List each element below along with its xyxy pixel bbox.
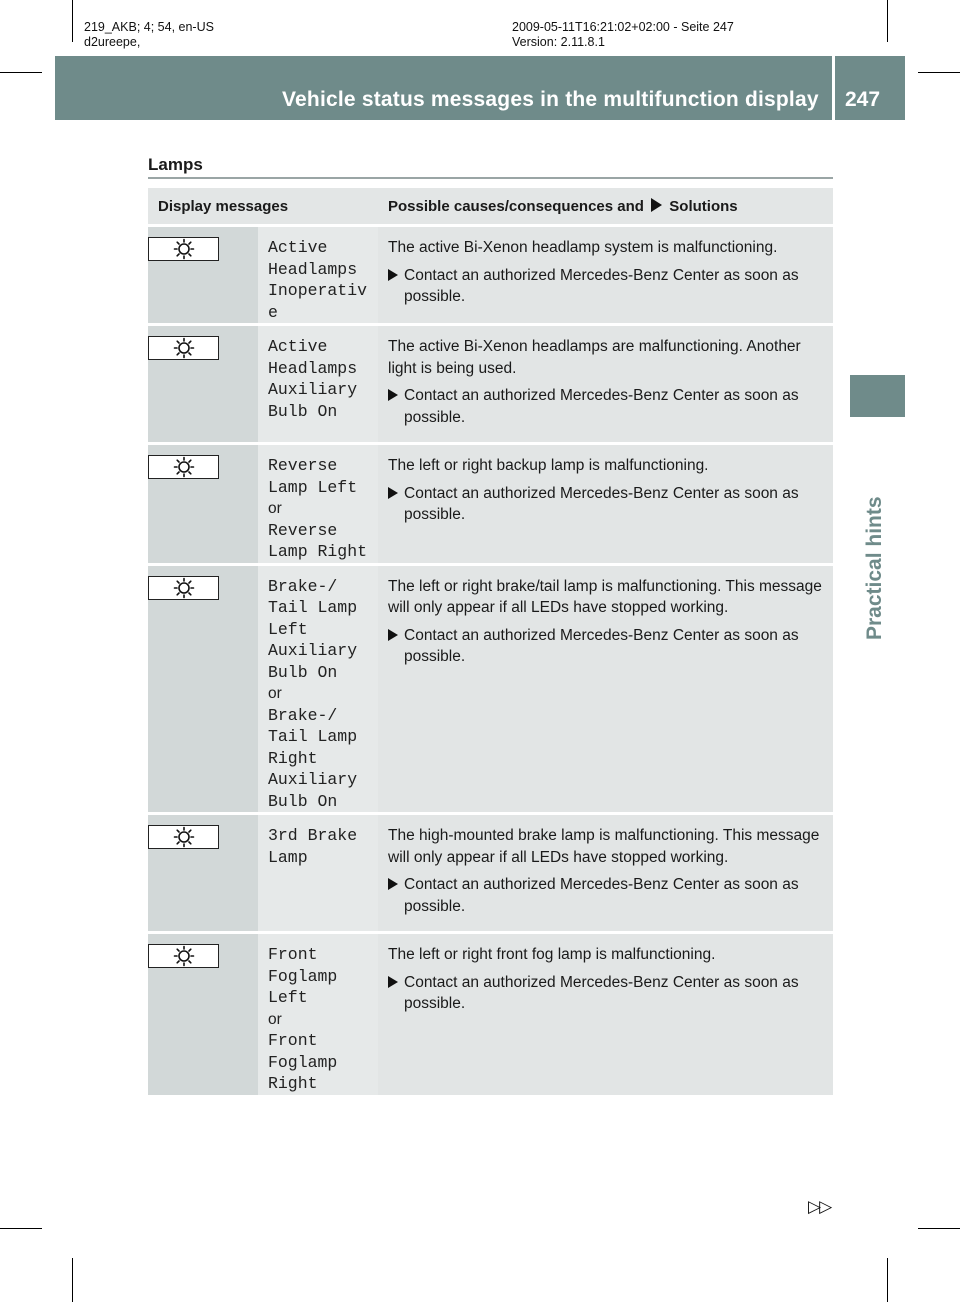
action-text: Contact an authorized Mercedes-Benz Center as soon as possible. xyxy=(404,484,799,523)
crop-mark xyxy=(887,0,888,42)
arrow-right-icon xyxy=(388,487,398,499)
display-message-line: Bulb On xyxy=(268,662,338,682)
display-message-line: Right xyxy=(268,748,318,768)
arrow-right-icon xyxy=(651,198,662,212)
message-separator: or xyxy=(268,1010,282,1028)
display-message-line: Bulb On xyxy=(268,401,338,421)
display-message-line: Left xyxy=(268,619,308,639)
display-message-line: Auxiliary xyxy=(268,641,358,660)
crop-mark xyxy=(72,0,73,42)
header-display-messages xyxy=(148,188,378,227)
display-message-line: Foglamp xyxy=(268,1052,338,1072)
table-row xyxy=(148,326,833,445)
display-message-line: Headlamps xyxy=(268,358,358,378)
header-label: Solutions xyxy=(669,197,738,215)
crop-mark xyxy=(918,72,960,73)
lamp-icon-svg xyxy=(173,456,195,478)
display-message-line: Foglamp xyxy=(268,966,338,986)
action-item xyxy=(388,625,823,668)
display-message-line: Front xyxy=(268,1031,318,1050)
display-message-line: Auxiliary xyxy=(268,380,358,399)
table-row xyxy=(148,445,833,566)
solution-cell xyxy=(378,815,833,934)
solution-cell xyxy=(378,445,833,566)
lamp-icon-svg xyxy=(173,945,195,967)
table-row xyxy=(148,934,833,1098)
header-divider xyxy=(832,56,835,120)
message-separator: or xyxy=(268,500,282,517)
action-item xyxy=(388,385,823,428)
action-item xyxy=(388,972,823,1015)
page-title: Vehicle status messages in the multifunction display xyxy=(282,88,819,111)
display-message-line: Reverse xyxy=(268,520,338,540)
table-header-row xyxy=(148,188,833,227)
lamp-malfunction-icon xyxy=(148,944,219,968)
action-item xyxy=(388,265,823,308)
display-message-line: e xyxy=(268,302,278,322)
table-row xyxy=(148,815,833,934)
cause-text: The left or right backup lamp is malfunctioning. xyxy=(388,457,709,474)
cause-text: The high-mounted brake lamp is malfunctioning. This message will only appear if all LEDs have stopped working. xyxy=(388,827,820,866)
message-separator: or xyxy=(268,685,282,702)
lamp-malfunction-icon xyxy=(148,237,219,261)
crop-mark xyxy=(887,1258,888,1302)
display-message-line: Tail Lamp xyxy=(268,727,358,746)
display-message-line: Inoperativ xyxy=(268,281,368,300)
icon-cell xyxy=(148,445,258,566)
lamp-malfunction-icon xyxy=(148,336,219,360)
print-meta-right xyxy=(512,20,734,50)
display-message-cell xyxy=(258,227,378,326)
arrow-right-icon xyxy=(388,269,398,281)
solution-cell xyxy=(378,934,833,1098)
table-row xyxy=(148,227,833,326)
arrow-right-icon xyxy=(388,629,398,641)
display-message-line: Lamp xyxy=(268,847,308,867)
crop-mark xyxy=(0,1228,42,1229)
display-message-line: Auxiliary xyxy=(268,770,358,789)
display-message-cell xyxy=(258,566,378,816)
lamp-icon-svg xyxy=(173,238,195,260)
icon-cell xyxy=(148,326,258,445)
display-message-line: Brake-/ xyxy=(268,576,338,596)
display-message-line: Lamp Right xyxy=(268,542,368,561)
page-number: 247 xyxy=(845,88,881,111)
display-message-line: Front xyxy=(268,945,318,964)
crop-mark xyxy=(0,72,42,73)
display-message-line: Lamp Left xyxy=(268,477,358,497)
icon-cell xyxy=(148,566,258,816)
solution-cell xyxy=(378,227,833,326)
lamp-malfunction-icon xyxy=(148,825,219,849)
solution-cell xyxy=(378,326,833,445)
table-row xyxy=(148,566,833,816)
cause-text: The left or right brake/tail lamp is malfunctioning. This message will only appear if all LEDs have stopped working. xyxy=(388,577,822,616)
action-item xyxy=(388,874,823,917)
display-message-cell xyxy=(258,815,378,934)
display-message-line: Bulb On xyxy=(268,791,338,811)
lamp-icon-svg xyxy=(173,337,195,359)
lamp-icon-svg xyxy=(173,826,195,848)
crop-mark xyxy=(72,1258,73,1302)
icon-cell xyxy=(148,227,258,326)
display-message-line: Active xyxy=(268,238,328,257)
display-message-line: 3rd Brake xyxy=(268,826,358,845)
lamp-malfunction-icon xyxy=(148,576,219,600)
display-message-line: Brake-/ xyxy=(268,705,338,725)
action-item xyxy=(388,483,823,526)
header-label: Display messages xyxy=(158,197,289,215)
icon-cell xyxy=(148,934,258,1098)
action-text: Contact an authorized Mercedes-Benz Center as soon as possible. xyxy=(404,876,799,915)
action-text: Contact an authorized Mercedes-Benz Center as soon as possible. xyxy=(404,266,799,305)
side-tab-label: Practical hints xyxy=(863,496,886,640)
messages-table xyxy=(148,188,833,1098)
print-meta-line: d2ureepe, xyxy=(84,35,141,49)
solution-cell xyxy=(378,566,833,816)
print-meta-line: Version: 2.11.8.1 xyxy=(512,35,605,49)
header-label: Possible causes/consequences and xyxy=(388,197,644,215)
arrow-right-icon xyxy=(388,389,398,401)
display-message-cell xyxy=(258,445,378,566)
continue-marker: ▷▷ xyxy=(808,1197,831,1216)
lamp-malfunction-icon xyxy=(148,455,219,479)
cause-text: The active Bi-Xenon headlamp system is malfunctioning. xyxy=(388,239,778,256)
display-message-line: Tail Lamp xyxy=(268,598,358,617)
side-tab-block xyxy=(850,375,905,417)
section-title: Lamps xyxy=(148,155,203,174)
display-message-line: Reverse xyxy=(268,456,338,475)
display-message-line: Headlamps xyxy=(268,259,358,279)
print-meta-line: 2009-05-11T16:21:02+02:00 - Seite 247 xyxy=(512,20,734,34)
display-message-line: Left xyxy=(268,988,308,1007)
cause-text: The active Bi-Xenon headlamps are malfunctioning. Another light is being used. xyxy=(388,338,801,377)
arrow-right-icon xyxy=(388,976,398,988)
icon-cell xyxy=(148,815,258,934)
print-meta-left xyxy=(84,20,214,50)
display-message-cell xyxy=(258,934,378,1098)
lamp-icon-svg xyxy=(173,577,195,599)
display-message-cell xyxy=(258,326,378,445)
action-text: Contact an authorized Mercedes-Benz Center as soon as possible. xyxy=(404,387,799,426)
action-text: Contact an authorized Mercedes-Benz Center as soon as possible. xyxy=(404,626,799,665)
action-text: Contact an authorized Mercedes-Benz Center as soon as possible. xyxy=(404,973,799,1012)
display-message-line: Right xyxy=(268,1074,318,1093)
crop-mark xyxy=(918,1228,960,1229)
arrow-right-icon xyxy=(388,878,398,890)
print-meta-line: 219_AKB; 4; 54, en-US xyxy=(84,20,214,34)
section-rule xyxy=(148,177,833,179)
cause-text: The left or right front fog lamp is malfunctioning. xyxy=(388,946,716,963)
display-message-line: Active xyxy=(268,337,328,356)
header-solutions xyxy=(378,188,833,227)
